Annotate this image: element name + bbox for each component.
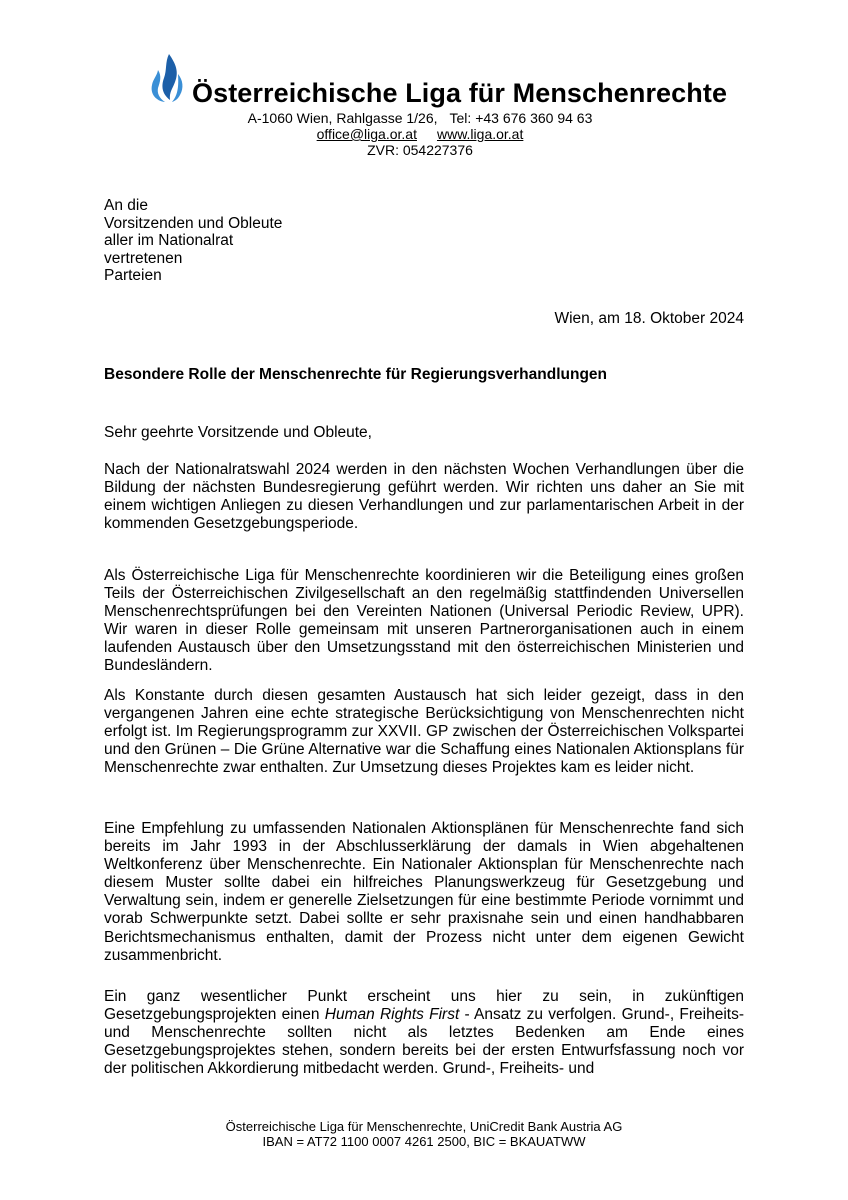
email-link[interactable]: office@liga.or.at (316, 126, 417, 142)
salutation: Sehr geehrte Vorsitzende und Obleute, (104, 424, 372, 441)
postal-address: A-1060 Wien, Rahlgasse 1/26, (247, 110, 438, 126)
footer-bank-name: Österreichische Liga für Menschenrechte, UniCredit Bank Austria AG (225, 1119, 623, 1134)
organization-name: Österreichische Liga für Menschenrechte (192, 78, 728, 108)
recipient-line: Parteien (104, 267, 162, 284)
paragraph-text: Ein ganz wesentlicher Punkt erscheint uns hier zu sein, in zukünftigen Gesetzgebungsprojekten einen (104, 988, 744, 1024)
emphasis-text: Human Rights First (324, 1006, 460, 1024)
body-paragraph: Als Österreichische Liga für Menschenrechte koordinieren wir die Beteiligung eines großen Teils der Österreichischen Zivilgesellschaft an den regelmäßig stattfindenden Universellen Menschenrechtsprüfungen bei den Vereinten Nationen (Universal Periodic Review, UPR). Wir waren in dieser Rolle gemeinsam mit unseren Partnerorganisationen auch in einem laufenden Austausch über den Umsetzungsstand mit den österreichischen Ministerien und Bundesländern. (104, 567, 744, 675)
flame-logo-icon (149, 52, 185, 104)
contact-line (180, 110, 660, 126)
phone-number: Tel: +43 676 360 94 63 (449, 110, 593, 126)
letter-subject: Besondere Rolle der Menschenrechte für Regierungsverhandlungen (104, 366, 608, 383)
body-paragraph: Als Konstante durch diesen gesamten Austausch hat sich leider gezeigt, dass in den vergangenen Jahren eine echte strategische Berücksichtigung von Menschenrechten nicht erfolgt ist. Im Regierungsprogramm zur XXVII. GP zwischen der Österreichischen Volkspartei und den Grünen – Die Grüne Alternative war die Schaffung eines Nationalen Aktionsplans für Menschenrechte zwar enthalten. Zur Umsetzung dieses Projektes kam es leider nicht. (104, 687, 744, 777)
recipient-line: vertretenen (104, 249, 183, 267)
body-paragraph: Eine Empfehlung zu umfassenden Nationalen Aktionsplänen für Menschenrechte fand sich bereits im Jahr 1993 in der Abschlusserklärung der damals in Wien abgehaltenen Weltkonferenz über Menschenrechte. Ein Nationaler Aktionsplan für Menschenrechte nach diesem Muster sollte dabei ein hilfreiches Planungswerkzeug für Gesetzgebung und Verwaltung sein, indem er generelle Zielsetzungen für eine bestimmte Periode vornimmt und vorab Schwerpunkte setzt. Dabei sollte er sehr praxisnahe sein und einen handhabbaren Berichtsmechanismus enthalten, damit der Prozess nicht unter dem eigenen Gewicht zusammenbricht. (104, 820, 744, 964)
body-paragraph: Nach der Nationalratswahl 2024 werden in den nächsten Wochen Verhandlungen über die Bildung der nächsten Bundesregierung geführt werden. Wir richten uns daher an Sie mit einem wichtigen Anliegen zu diesen Verhandlungen und zur parlamentarischen Arbeit in der kommenden Gesetzgebungsperiode. (104, 461, 744, 533)
recipient-address (104, 197, 282, 285)
footer-bank-details: IBAN = AT72 1100 0007 4261 2500, BIC = BKAUATWW (262, 1134, 586, 1149)
recipient-line: Vorsitzenden und Obleute (104, 214, 283, 232)
email-web-line (180, 126, 660, 142)
website-link[interactable]: www.liga.or.at (436, 126, 524, 142)
paragraph-text: - Ansatz zu verfolgen. Grund-, Freiheits- und Menschenrechte sollten nicht als letztes Bedenken am Ende eines Gesetzgebungsprojektes stehen, sondern bereits bei der ersten Entwurfsfassung noch vor der politischen Akkordierung mitbedacht werden. Grund-, Freiheits- und (104, 1006, 744, 1078)
letter-date: Wien, am 18. Oktober 2024 (554, 310, 744, 327)
zvr-number: ZVR: 054227376 (367, 142, 473, 158)
recipient-line: aller im Nationalrat (104, 232, 234, 249)
body-paragraph-human-rights-first (104, 988, 744, 1078)
recipient-line: An die (104, 197, 148, 214)
